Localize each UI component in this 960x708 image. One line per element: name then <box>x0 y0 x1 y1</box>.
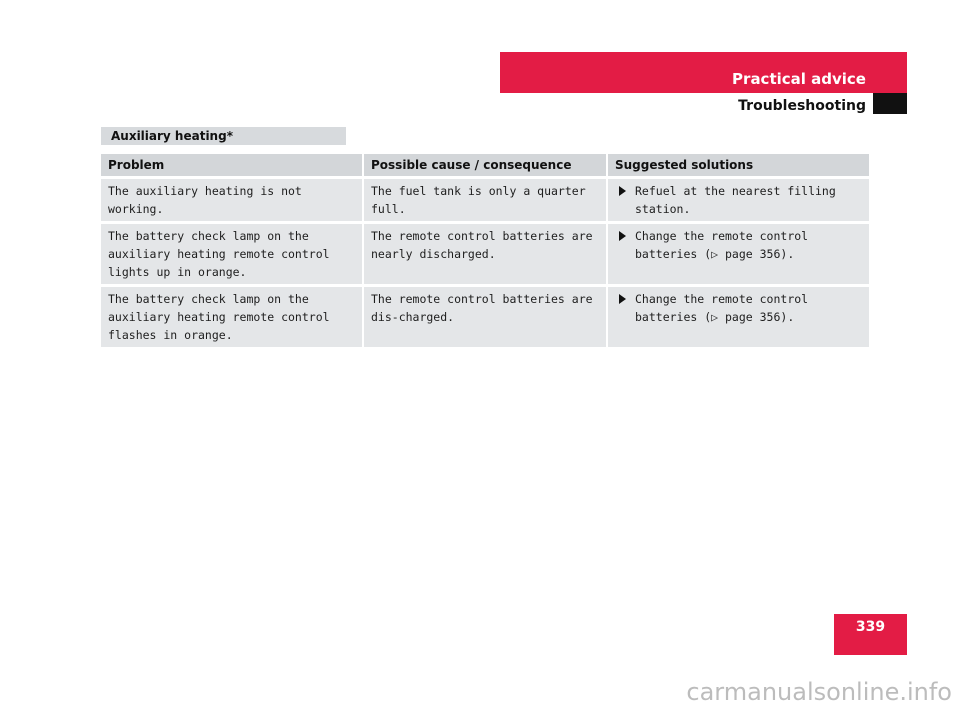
triangle-right-icon <box>619 186 626 196</box>
cause-cell: The remote control batteries are nearly discharged. <box>362 224 606 284</box>
section-title: Troubleshooting <box>738 98 866 114</box>
subsection-heading-bar <box>101 127 346 145</box>
column-header-cause: Possible cause / consequence <box>362 154 606 176</box>
problem-cell: The auxiliary heating is not working. <box>101 179 362 221</box>
column-header-problem: Problem <box>101 154 362 176</box>
cause-cell: The remote control batteries are dis-charged. <box>362 287 606 347</box>
chapter-title: Practical advice <box>732 70 866 88</box>
watermark: carmanualsonline.info <box>686 678 952 706</box>
problem-cell: The battery check lamp on the auxiliary heating remote control lights up in orange. <box>101 224 362 284</box>
troubleshooting-table <box>101 151 869 350</box>
solution-text: Change the remote control batteries (▷ page 356). <box>635 292 809 324</box>
solution-cell <box>606 224 869 284</box>
solution-cell <box>606 179 869 221</box>
table-row <box>101 287 869 347</box>
cause-cell: The fuel tank is only a quarter full. <box>362 179 606 221</box>
table-row <box>101 179 869 221</box>
problem-cell: The battery check lamp on the auxiliary heating remote control flashes in orange. <box>101 287 362 347</box>
subsection-heading: Auxiliary heating* <box>111 129 233 143</box>
solution-cell <box>606 287 869 347</box>
table-header-row <box>101 154 869 176</box>
column-header-solution: Suggested solutions <box>606 154 869 176</box>
page-number-tab <box>834 614 907 655</box>
solution-item <box>615 290 863 326</box>
page-number: 339 <box>855 619 886 635</box>
solution-text: Change the remote control batteries (▷ page 356). <box>635 229 809 261</box>
solution-item <box>615 227 863 263</box>
triangle-right-icon <box>619 294 626 304</box>
solution-item <box>615 182 863 218</box>
solution-text: Refuel at the nearest filling station. <box>635 184 836 216</box>
triangle-right-icon <box>619 231 626 241</box>
table-row <box>101 224 869 284</box>
section-marker-block <box>873 93 907 114</box>
